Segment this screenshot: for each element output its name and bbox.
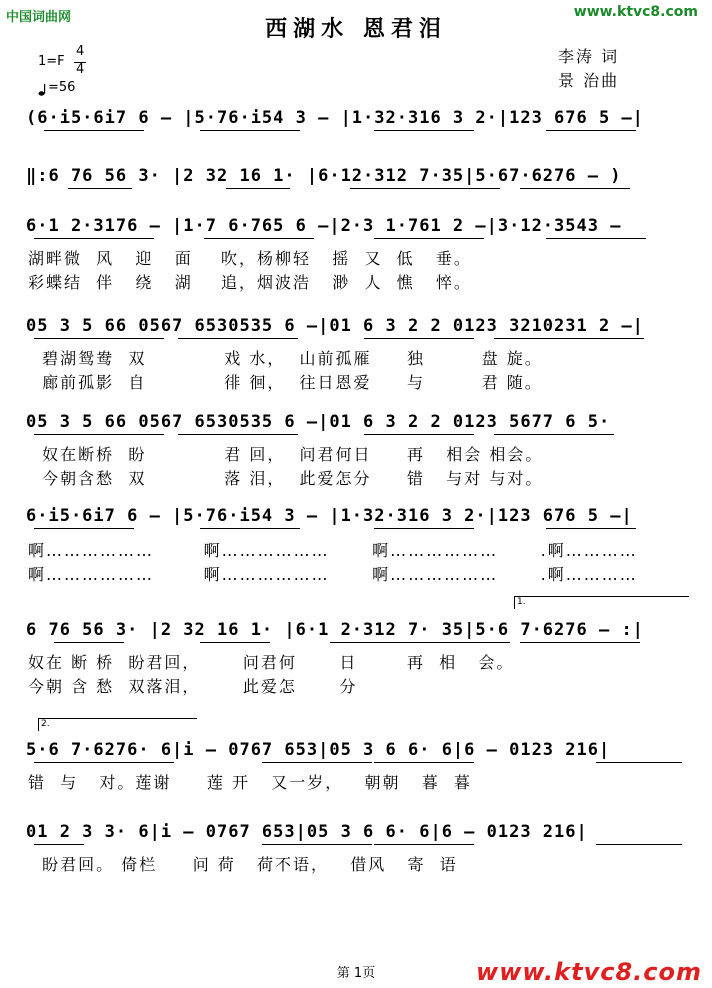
quarter-note-icon: [38, 84, 48, 96]
beam-line: [546, 238, 646, 239]
beam-line: [68, 188, 132, 189]
music-row-4: 05 3 5 66 0567 6530535 6 –|01 6 3 2 2 0123 3210231 2 –|: [26, 316, 644, 336]
music-row-9: 01 2 3 3· 6|i – 0767 653|05 3 6 6· 6|6 – 0123 216|: [26, 822, 588, 842]
music-row-7: 6 76 56 3· |2 32 16 1· |6·1 2·312 7· 35|5·6 7·6276 – :|: [26, 620, 644, 640]
music-row-2: ‖:6 76 56 3· |2 32 16 1· |6·12·312 7·35|5·67·6276 – ): [26, 166, 622, 186]
beam-line: [596, 762, 682, 763]
beam-line: [44, 130, 144, 131]
beam-line: [262, 762, 372, 763]
beam-line: [200, 130, 300, 131]
lyric-row-5-verse-2: 今朝含愁 双 落 泪， 此爱怎分 错 与对 与对。: [28, 469, 544, 488]
lyric-row-6-verse-1: 啊……………… 啊……………… 啊……………… .啊…………: [28, 541, 638, 560]
music-row-1: (6·i5·6i7 6 – |5·76·i54 3 – |1·32·316 3 2·|123 676 5 –|: [26, 108, 644, 128]
beam-line: [34, 762, 174, 763]
site-name-left: 中国词曲网: [6, 10, 72, 25]
beam-line: [374, 238, 484, 239]
beam-line: [374, 762, 474, 763]
beam-line: [200, 642, 270, 643]
beam-line: [54, 642, 124, 643]
music-row-5: 05 3 5 66 0567 6530535 6 –|01 6 3 2 2 0123 5677 6 5·: [26, 412, 611, 432]
lyricist-credit: 李涛 词: [558, 47, 620, 66]
site-url-right[interactable]: www.ktvc8.com: [573, 4, 698, 20]
footer-logo-link[interactable]: www.ktvc8.com: [476, 958, 702, 986]
beam-line: [494, 338, 644, 339]
music-row-8: 5·6 7·6276· 6|i – 0767 653|05 3 6 6· 6|6 – 0123 216|: [26, 740, 611, 760]
lyric-row-4-verse-2: 廊前孤影 自 徘 徊， 往日恩爱 与 君 随。: [28, 373, 543, 392]
lyric-row-9-verse-1: 盼君回。 倚栏 问 荷 荷不语， 借风 寄 语: [28, 855, 458, 874]
beam-line: [34, 844, 84, 845]
key-signature: 1=F: [38, 54, 65, 69]
beam-line: [34, 338, 164, 339]
beam-line: [262, 844, 372, 845]
beam-line: [546, 528, 636, 529]
beam-line: [596, 844, 682, 845]
lyric-row-7-verse-2: 今朝 含 愁 双落泪， 此爱怎 分: [28, 677, 358, 696]
beam-line: [34, 238, 154, 239]
page-number: 第 1页: [336, 966, 376, 981]
time-signature-top: 4: [76, 44, 85, 59]
lyric-row-7-verse-1: 奴在 断 桥 盼君回， 问君何 日 再 相 会。: [28, 653, 515, 672]
beam-line: [520, 188, 630, 189]
beam-line: [374, 844, 474, 845]
music-row-3: 6·1 2·3176 – |1·7 6·765 6 –|2·3 1·761 2 –|3·12·3543 –: [26, 216, 622, 236]
beam-line: [34, 434, 164, 435]
volta-second-ending: 2.: [38, 718, 197, 731]
beam-line: [330, 642, 510, 643]
beam-line: [204, 238, 314, 239]
lyric-row-3-verse-2: 彩蝶结 伴 绕 湖 追，烟波浩 渺 人 憔 悴。: [28, 273, 472, 292]
song-title: 西湖水 恩君泪: [265, 16, 447, 42]
beam-line: [374, 528, 474, 529]
lyric-row-3-verse-1: 湖畔微 风 迎 面 吹，杨柳轻 摇 又 低 垂。: [28, 249, 472, 268]
lyric-row-5-verse-1: 奴在断桥 盼 君 回， 问君何日 再 相会 相会。: [28, 445, 544, 464]
volta-first-ending: 1.: [514, 596, 689, 609]
beam-line: [364, 338, 474, 339]
beam-line: [178, 338, 298, 339]
beam-line: [178, 434, 298, 435]
lyric-row-8-verse-1: 错 与 对。莲谢 莲 开 又一岁， 朝朝 暮 暮: [28, 773, 472, 792]
beam-line: [546, 130, 636, 131]
lyric-row-6-verse-2: 啊……………… 啊……………… 啊……………… .啊…………: [28, 565, 638, 584]
music-row-6: 6·i5·6i7 6 – |5·76·i54 3 – |1·32·316 3 2·|123 676 5 –|: [26, 506, 633, 526]
beam-line: [34, 528, 134, 529]
beam-line: [374, 130, 474, 131]
beam-line: [520, 642, 640, 643]
tempo-marking: =56: [48, 80, 76, 95]
composer-credit: 景 治曲: [558, 71, 620, 90]
beam-line: [350, 188, 500, 189]
beam-line: [494, 434, 614, 435]
beam-line: [226, 188, 290, 189]
beam-line: [364, 434, 474, 435]
lyric-row-4-verse-1: 碧湖鸳鸯 双 戏 水， 山前孤雁 独 盘 旋。: [28, 349, 543, 368]
beam-line: [200, 528, 300, 529]
time-signature-bottom: 4: [76, 62, 85, 77]
